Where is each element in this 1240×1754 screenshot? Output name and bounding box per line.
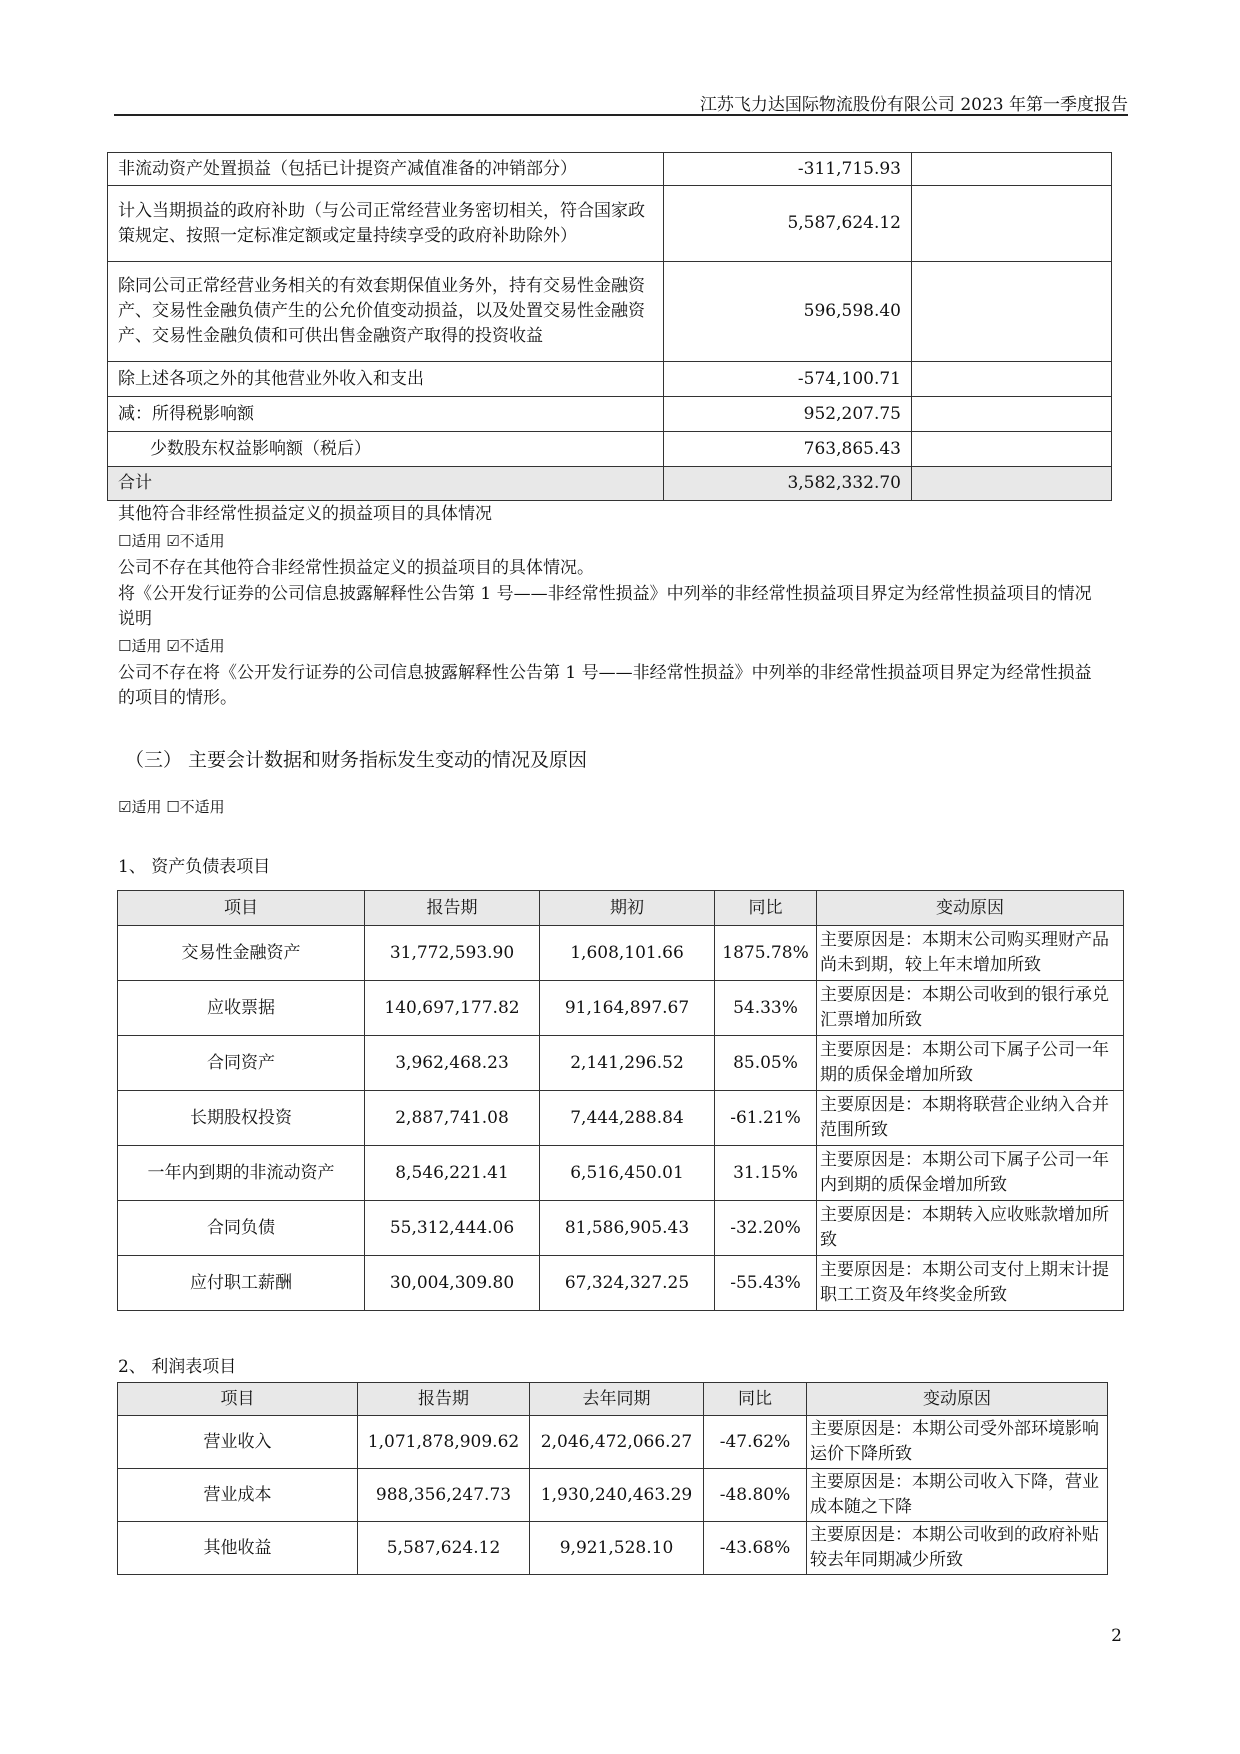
table-header-row: [118, 891, 1124, 926]
table-row: [118, 1522, 1108, 1575]
cell-yoy-change: -61.21%: [715, 1091, 817, 1146]
row-amount: -311,715.93: [664, 153, 912, 186]
row-item: 少数股东权益影响额（税后）: [108, 432, 664, 467]
row-amount: 952,207.75: [664, 397, 912, 432]
cell-current-period: 140,697,177.82: [365, 981, 540, 1036]
row-item: 合计: [108, 467, 664, 501]
row-amount: 3,582,332.70: [664, 467, 912, 501]
cell-beginning-period: 81,586,905.43: [540, 1201, 715, 1256]
table-row: [118, 1469, 1108, 1522]
nonrecurring-gains-table: [107, 152, 1112, 501]
cell-item: 营业成本: [118, 1469, 358, 1522]
table-row: [118, 1146, 1124, 1201]
cell-yoy-change: 54.33%: [715, 981, 817, 1036]
row-item: 非流动资产处置损益（包括已计提资产减值准备的冲销部分）: [108, 153, 664, 186]
cell-current-period: 30,004,309.80: [365, 1256, 540, 1311]
cell-yoy-change: -48.80%: [704, 1469, 807, 1522]
table-row: [118, 1256, 1124, 1311]
cell-current-period: 3,962,468.23: [365, 1036, 540, 1091]
cell-item: 营业收入: [118, 1416, 358, 1469]
cell-current-period: 55,312,444.06: [365, 1201, 540, 1256]
row-item: 减：所得税影响额: [108, 397, 664, 432]
not-applicable-checkbox: ☑不适用: [166, 637, 225, 655]
row-note: [912, 397, 1112, 432]
cell-current-period: 2,887,741.08: [365, 1091, 540, 1146]
cell-beginning-period: 1,608,101.66: [540, 926, 715, 981]
cell-change-reason: 主要原因是：本期末公司购买理财产品尚未到期，较上年末增加所致: [817, 926, 1124, 981]
cell-yoy-change: 1875.78%: [715, 926, 817, 981]
cell-change-reason: 主要原因是：本期转入应收账款增加所致: [817, 1201, 1124, 1256]
table-row: [118, 1201, 1124, 1256]
cell-item: 一年内到期的非流动资产: [118, 1146, 365, 1201]
cell-change-reason: 主要原因是：本期公司收到的银行承兑汇票增加所致: [817, 981, 1124, 1036]
column-header: 项目: [118, 1383, 358, 1416]
cell-beginning-period: 67,324,327.25: [540, 1256, 715, 1311]
row-item: 除上述各项之外的其他营业外收入和支出: [108, 362, 664, 397]
cell-current-period: 31,772,593.90: [365, 926, 540, 981]
row-amount: 5,587,624.12: [664, 186, 912, 262]
paragraph-other-items: 其他符合非经常性损益定义的损益项目的具体情况: [118, 504, 492, 524]
cell-yoy-change: -55.43%: [715, 1256, 817, 1311]
cell-current-period: 5,587,624.12: [358, 1522, 530, 1575]
table-row: [108, 153, 1112, 186]
cell-item: 应付职工薪酬: [118, 1256, 365, 1311]
row-note: [912, 153, 1112, 186]
table-row: [118, 1036, 1124, 1091]
cell-item: 长期股权投资: [118, 1091, 365, 1146]
column-header: 报告期: [358, 1383, 530, 1416]
cell-yoy-change: -43.68%: [704, 1522, 807, 1575]
table-header-row: [118, 1383, 1108, 1416]
applicable-checkbox: ☐适用: [118, 637, 167, 655]
row-amount: 596,598.40: [664, 262, 912, 362]
applicable-line-1: [118, 529, 1108, 554]
paragraph-reclassification: 将《公开发行证券的公司信息披露解释性公告第 1 号——非经常性损益》中列举的非经常性损益项目界定为经常性损益项目的情况说明: [118, 584, 1092, 629]
cell-change-reason: 主要原因是：本期将联营企业纳入合并范围所致: [817, 1091, 1124, 1146]
row-note: [912, 186, 1112, 262]
table-row: [118, 981, 1124, 1036]
cell-beginning-period: 2,141,296.52: [540, 1036, 715, 1091]
paragraph-no-reclassification: 公司不存在将《公开发行证券的公司信息披露解释性公告第 1 号——非经常性损益》中列举的非经常性损益项目界定为经常性损益的项目的情形。: [118, 663, 1092, 708]
table-row: [108, 432, 1112, 467]
row-note: [912, 467, 1112, 501]
column-header: 去年同期: [530, 1383, 704, 1416]
balance-sheet-table: [117, 890, 1124, 1311]
table-row: [118, 1091, 1124, 1146]
table-row: [118, 926, 1124, 981]
cell-item: 其他收益: [118, 1522, 358, 1575]
row-amount: 763,865.43: [664, 432, 912, 467]
applicable-line-2: [118, 634, 1108, 659]
cell-beginning-period: 91,164,897.67: [540, 981, 715, 1036]
applicable-checkbox: ☑适用: [118, 798, 167, 816]
cell-beginning-period: 6,516,450.01: [540, 1146, 715, 1201]
cell-current-period: 988,356,247.73: [358, 1469, 530, 1522]
page-number: 2: [1111, 1626, 1122, 1646]
cell-item: 合同资产: [118, 1036, 365, 1091]
cell-item: 交易性金融资产: [118, 926, 365, 981]
row-item: 计入当期损益的政府补助（与公司正常经营业务密切相关，符合国家政策规定、按照一定标准定额或定量持续享受的政府补助除外）: [108, 186, 664, 262]
income-statement-heading: 2、 利润表项目: [118, 1357, 237, 1377]
section-3-title: （三） 主要会计数据和财务指标发生变动的情况及原因: [125, 749, 588, 771]
cell-change-reason: 主要原因是：本期公司受外部环境影响运价下降所致: [807, 1416, 1108, 1469]
cell-yoy-change: -47.62%: [704, 1416, 807, 1469]
table-row: [108, 186, 1112, 262]
row-note: [912, 262, 1112, 362]
paragraph-no-other-items: 公司不存在其他符合非经常性损益定义的损益项目的具体情况。: [118, 558, 594, 578]
row-amount: -574,100.71: [664, 362, 912, 397]
column-header: 报告期: [365, 891, 540, 926]
table-row: [108, 362, 1112, 397]
cell-yoy-change: 31.15%: [715, 1146, 817, 1201]
cell-item: 合同负债: [118, 1201, 365, 1256]
cell-change-reason: 主要原因是：本期公司下属子公司一年内到期的质保金增加所致: [817, 1146, 1124, 1201]
table-row: [108, 397, 1112, 432]
table-total-row: [108, 467, 1112, 501]
cell-prior-period: 1,930,240,463.29: [530, 1469, 704, 1522]
cell-item: 应收票据: [118, 981, 365, 1036]
balance-sheet-heading: 1、 资产负债表项目: [118, 857, 271, 877]
cell-change-reason: 主要原因是：本期公司下属子公司一年期的质保金增加所致: [817, 1036, 1124, 1091]
cell-change-reason: 主要原因是：本期公司收到的政府补贴较去年同期减少所致: [807, 1522, 1108, 1575]
cell-change-reason: 主要原因是：本期公司支付上期末计提职工工资及年终奖金所致: [817, 1256, 1124, 1311]
cell-yoy-change: 85.05%: [715, 1036, 817, 1091]
income-statement-table: [117, 1382, 1108, 1575]
report-header-title: 江苏飞力达国际物流股份有限公司 2023 年第一季度报告: [699, 95, 1128, 115]
section-3-applicable: [118, 795, 1108, 820]
row-note: [912, 432, 1112, 467]
cell-current-period: 8,546,221.41: [365, 1146, 540, 1201]
column-header: 同比: [704, 1383, 807, 1416]
row-item: 除同公司正常经营业务相关的有效套期保值业务外，持有交易性金融资产、交易性金融负债产生的公允价值变动损益，以及处置交易性金融资产、交易性金融负债和可供出售金融资产取得的投资收益: [108, 262, 664, 362]
column-header: 变动原因: [817, 891, 1124, 926]
applicable-checkbox: ☐适用: [118, 532, 167, 550]
cell-yoy-change: -32.20%: [715, 1201, 817, 1256]
column-header: 变动原因: [807, 1383, 1108, 1416]
cell-prior-period: 2,046,472,066.27: [530, 1416, 704, 1469]
table-row: [108, 262, 1112, 362]
cell-current-period: 1,071,878,909.62: [358, 1416, 530, 1469]
cell-beginning-period: 7,444,288.84: [540, 1091, 715, 1146]
not-applicable-checkbox: ☐不适用: [166, 798, 225, 816]
cell-prior-period: 9,921,528.10: [530, 1522, 704, 1575]
column-header: 期初: [540, 891, 715, 926]
row-note: [912, 362, 1112, 397]
column-header: 同比: [715, 891, 817, 926]
column-header: 项目: [118, 891, 365, 926]
table-row: [118, 1416, 1108, 1469]
header-divider: [114, 114, 1128, 116]
not-applicable-checkbox: ☑不适用: [166, 532, 225, 550]
cell-change-reason: 主要原因是：本期公司收入下降，营业成本随之下降: [807, 1469, 1108, 1522]
